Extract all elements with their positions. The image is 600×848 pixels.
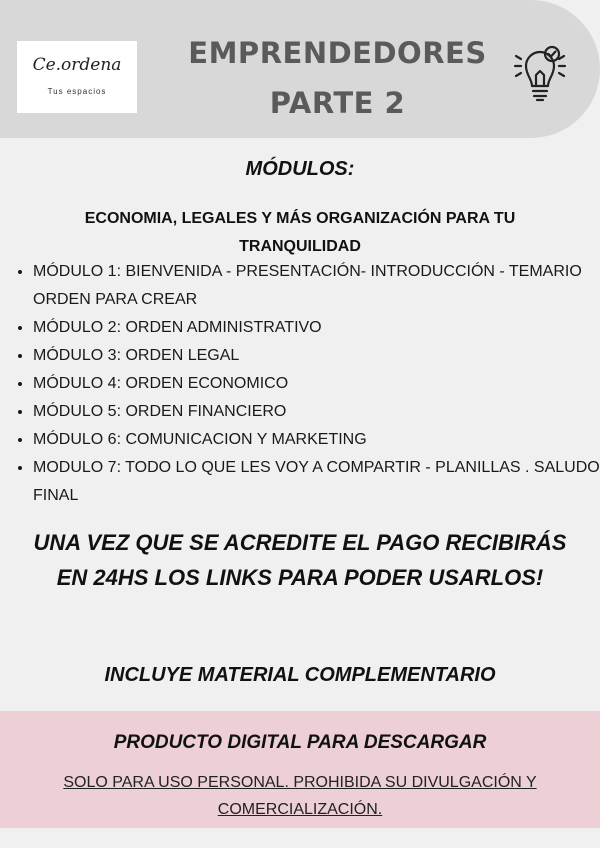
footer-band xyxy=(0,711,600,828)
footer-heading: PRODUCTO DIGITAL PARA DESCARGAR xyxy=(113,732,487,753)
module-item: • MÓDULO 3: ORDEN LEGAL xyxy=(33,342,600,370)
page-title xyxy=(160,28,515,128)
module-item: • MÓDULO 4: ORDEN ECONOMICO xyxy=(33,370,600,398)
logo-main-text: Ce.ordena xyxy=(32,55,122,75)
logo-tagline: Tus espacios xyxy=(47,87,107,96)
title-line-2: PARTE 2 xyxy=(269,86,406,120)
module-item: • MÓDULO 6: COMUNICACION Y MARKETING xyxy=(33,426,600,454)
brand-logo xyxy=(17,41,137,113)
payment-note: UNA VEZ QUE SE ACREDITE EL PAGO RECIBIRÁS EN 24HS LOS LINKS PARA PODER USARLOS! xyxy=(33,530,567,590)
module-item: • MÓDULO 2: ORDEN ADMINISTRATIVO xyxy=(33,314,600,342)
modules-list xyxy=(12,258,600,510)
usage-disclaimer: SOLO PARA USO PERSONAL. PROHIBIDA SU DIVULGACIÓN Y COMERCIALIZACIÓN. xyxy=(63,774,537,818)
modules-heading: MÓDULOS: xyxy=(245,158,355,180)
module-item: • MÓDULO 5: ORDEN FINANCIERO xyxy=(33,398,600,426)
header-band xyxy=(0,0,600,138)
includes-note: INCLUYE MATERIAL COMPLEMENTARIO xyxy=(104,664,496,686)
module-item: • MODULO 7: TODO LO QUE LES VOY A COMPARTIR - PLANILLAS . SALUDO FINAL xyxy=(33,454,600,510)
lightbulb-icon xyxy=(510,42,570,106)
module-item: • MÓDULO 1: BIENVENIDA - PRESENTACIÓN- INTRODUCCIÓN - TEMARIO ORDEN PARA CREAR xyxy=(33,258,600,314)
title-line-1: EMPRENDEDORES xyxy=(188,36,487,70)
modules-subheading: ECONOMIA, LEGALES Y MÁS ORGANIZACIÓN PARA TU TRANQUILIDAD xyxy=(84,210,516,255)
